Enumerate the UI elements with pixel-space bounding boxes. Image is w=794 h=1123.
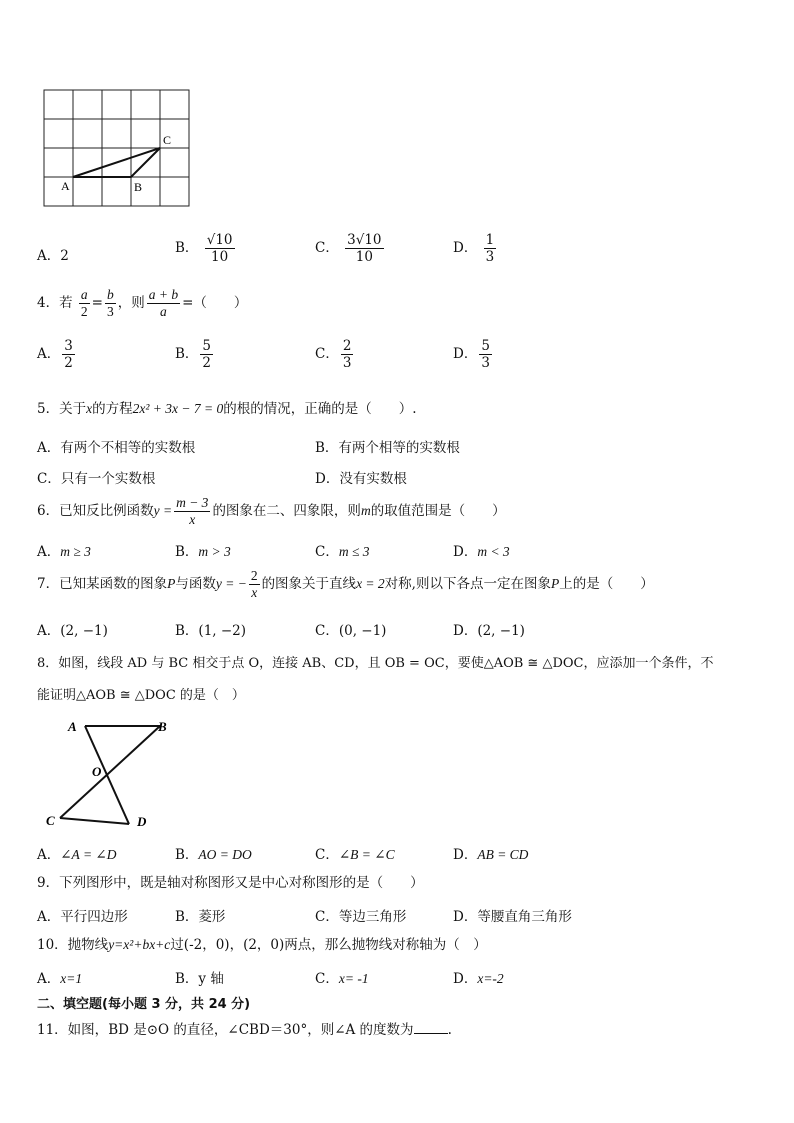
q5-option-c[interactable]: C．只有一个实数根 <box>37 471 156 487</box>
q9-option-b[interactable]: B．菱形 <box>175 909 226 925</box>
q3-option-d[interactable]: D． $\frac{1}{3}$ <box>453 232 495 265</box>
question-9-stem: 9．下列图形中，既是轴对称图形又是中心对称图形的是（ ） <box>37 875 424 891</box>
q4-option-c[interactable]: C． $\frac{2}{3}$ <box>315 338 352 371</box>
q7-option-d[interactable]: D．(2, −1) <box>453 623 525 639</box>
q9-option-c[interactable]: C．等边三角形 <box>315 909 407 925</box>
q10-option-a[interactable]: A．x=1 <box>37 971 83 987</box>
q4-option-d[interactable]: D． $\frac{5}{3}$ <box>453 338 490 371</box>
q8-option-a[interactable]: A．∠A = ∠D <box>37 847 117 863</box>
q8-option-c[interactable]: C．∠B = ∠C <box>315 847 395 863</box>
q9-option-d[interactable]: D．等腰直角三角形 <box>453 909 572 925</box>
q7-option-a[interactable]: A．(2, −1) <box>37 623 108 639</box>
q4-option-b[interactable]: B． $\frac{5}{2}$ <box>175 338 212 371</box>
q6-option-c[interactable]: C．m ≤ 3 <box>315 544 370 560</box>
q5-option-a[interactable]: A．有两个不相等的实数根 <box>37 440 196 456</box>
figure-label-d: D <box>137 814 147 829</box>
q5-option-d[interactable]: D．没有实数根 <box>315 471 407 487</box>
figure-label-a: A <box>68 719 77 734</box>
grid-figure <box>40 86 200 212</box>
figure-line-cd <box>60 818 129 824</box>
q10-option-d[interactable]: D．x=-2 <box>453 971 504 987</box>
section-title: 二、填空题(每小题 3 分，共 24 分) <box>37 997 251 1012</box>
q8-option-d[interactable]: D．AB = CD <box>453 847 529 863</box>
answer-blank[interactable] <box>414 1020 448 1034</box>
grid-label-a: A <box>61 179 70 193</box>
q8-option-b[interactable]: B．AO = DO <box>175 847 252 863</box>
q6-option-b[interactable]: B．m > 3 <box>175 544 231 560</box>
question-10-stem: 10．抛物线y=x²+bx+c过(-2，0)，(2，0)两点，那么抛物线对称轴为（ ） <box>37 937 487 953</box>
q10-option-c[interactable]: C．x= -1 <box>315 971 369 987</box>
question-4-stem: 4．若 $\frac{a}{2}$ = $\frac{b}{3}$ ，则 $\frac{a + b}{a}$ =（ ） <box>37 287 248 319</box>
q7-option-b[interactable]: B．(1, −2) <box>175 623 247 639</box>
q10-option-b[interactable]: B．y 轴 <box>175 971 224 987</box>
question-7-stem: 7．已知某函数的图象P与函数y = − $\frac{2}{x}$ 的图象关于直线x = 2对称,则以下各点一定在图象P上的是（ ） <box>37 568 654 600</box>
q9-option-a[interactable]: A．平行四边形 <box>37 909 128 925</box>
question-11-stem: 11．如图，BD 是⊙O 的直径，∠CBD＝30°，则∠A 的度数为 . <box>37 1022 452 1038</box>
q3-option-a[interactable]: A．2 <box>37 248 69 264</box>
q6-option-d[interactable]: D．m < 3 <box>453 544 510 560</box>
bowtie-figure <box>38 714 188 832</box>
question-8-line2: 能证明△AOB ≅ △DOC 的是（ ） <box>37 688 245 703</box>
q3-option-b[interactable]: B． $\frac{√10}{10}$ <box>175 232 233 265</box>
figure-label-c: C <box>46 813 55 828</box>
q3-option-c[interactable]: C． $\frac{3√10}{10}$ <box>315 232 382 265</box>
q6-option-a[interactable]: A．m ≥ 3 <box>37 544 91 560</box>
figure-line-bc <box>60 726 160 818</box>
question-8-line1: 8．如图，线段 AD 与 BC 相交于点 O，连接 AB、CD，且 OB = OC，要使△AOB ≅ △DOC，应添加一个条件，不 <box>37 656 714 671</box>
grid-label-c: C <box>163 133 172 147</box>
q5-option-b[interactable]: B．有两个相等的实数根 <box>315 440 460 456</box>
grid-label-b: B <box>134 180 143 194</box>
figure-label-o: O <box>92 764 102 779</box>
figure-label-b: B <box>158 719 167 734</box>
question-6-stem: 6．已知反比例函数y = $\frac{m - 3}{x}$ 的图象在二、四象限，则m的取值范围是（ ） <box>37 495 506 527</box>
q4-option-a[interactable]: A． $\frac{3}{2}$ <box>37 338 73 371</box>
triangle-abc <box>73 148 160 177</box>
question-5-stem: 5．关于x的方程2x² + 3x − 7 = 0的根的情况，正确的是（ ）. <box>37 401 417 417</box>
q7-option-c[interactable]: C．(0, −1) <box>315 623 387 639</box>
